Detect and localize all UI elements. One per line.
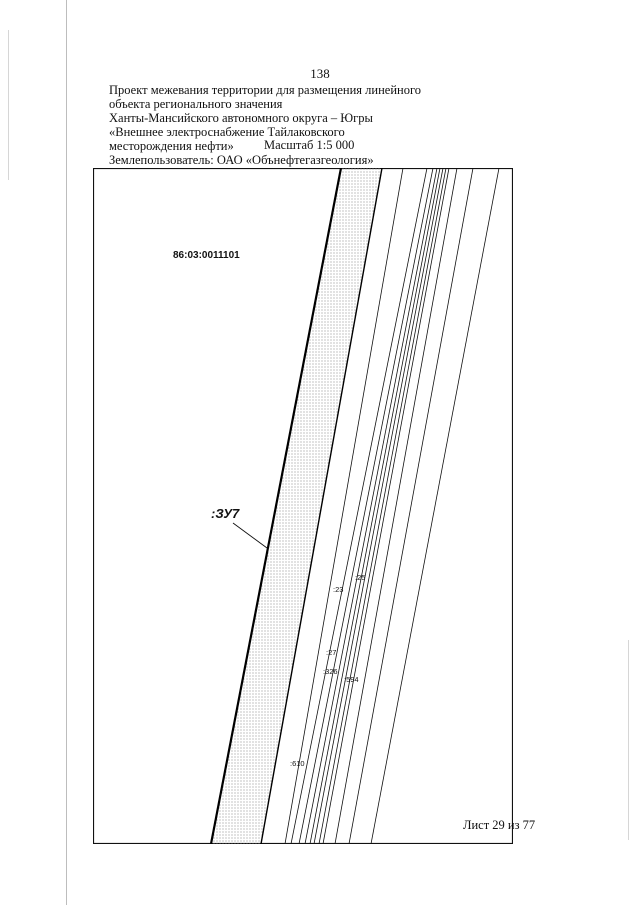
header-title-line-2: объекта регионального значения — [109, 97, 283, 111]
map-frame — [93, 168, 513, 844]
scan-edge-mark — [8, 30, 9, 180]
scan-margin-line — [66, 0, 67, 905]
map-scale: Масштаб 1:5 000 — [264, 138, 355, 152]
sheet-number: Лист 29 из 77 — [463, 818, 536, 832]
land-user: Землепользователь: ОАО «Обънефтегазгеология» — [109, 153, 374, 167]
parcel-label-leader — [233, 523, 267, 548]
header-title-line-4: «Внешнее электроснабжение Тайлаковского — [109, 125, 345, 139]
point-label-610: :610 — [290, 759, 305, 768]
map-drawing — [93, 168, 513, 844]
point-label-23: :23 — [333, 585, 344, 594]
parcel-zu7-label: :ЗУ7 — [211, 506, 240, 521]
corridor-line — [371, 168, 499, 844]
point-label-27: :27 — [326, 648, 337, 657]
header-title-line-1: Проект межевания территории для размещения линейного — [109, 83, 422, 97]
point-label-326: :326 — [323, 667, 338, 676]
header-title-line-5: месторождения нефти» — [109, 139, 234, 153]
cadastral-number-label: 86:03:0011101 — [173, 250, 240, 261]
page-number: 138 — [310, 66, 330, 81]
scan-edge-mark — [628, 640, 629, 840]
corridor-line — [349, 168, 473, 844]
point-label-594: :594 — [344, 675, 359, 684]
header-title-line-3: Ханты-Мансийского автономного округа – Югры — [109, 111, 373, 125]
point-label-25: :25 — [355, 573, 366, 582]
